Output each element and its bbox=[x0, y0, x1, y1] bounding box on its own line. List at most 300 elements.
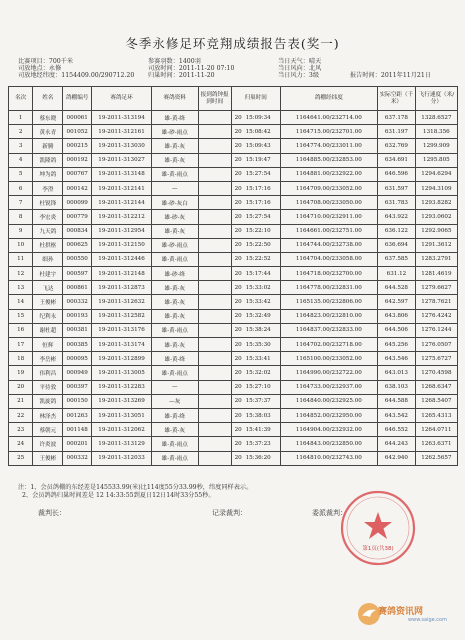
table-cell: 643.806 bbox=[378, 309, 416, 323]
table-cell: 9 bbox=[9, 224, 33, 238]
table-cell: 蔡东晓 bbox=[33, 111, 63, 125]
table-row bbox=[9, 210, 458, 224]
results-table bbox=[8, 86, 458, 466]
table-cell: 23 bbox=[9, 423, 33, 437]
table-cell: 15:27:54 bbox=[245, 167, 280, 181]
meta-weather: 当日天气：晴天 bbox=[278, 58, 322, 65]
table-cell: 2 bbox=[9, 125, 33, 139]
table-cell bbox=[198, 380, 231, 394]
table-cell: 杜建宇 bbox=[33, 267, 63, 281]
table-cell: 20 bbox=[231, 295, 244, 309]
seal-star-icon bbox=[364, 512, 392, 539]
table-cell: 20 bbox=[231, 125, 244, 139]
results-body bbox=[9, 111, 458, 466]
table-cell: 细孙 bbox=[33, 252, 63, 266]
table-cell: 林泽杰 bbox=[33, 408, 63, 422]
table-cell: 雄-砂-绛 bbox=[151, 267, 198, 281]
table-cell: 000099 bbox=[63, 196, 92, 210]
table-cell: 000192 bbox=[63, 153, 92, 167]
table-cell: 3 bbox=[9, 139, 33, 153]
table-cell: 王俊彬 bbox=[33, 295, 63, 309]
table-cell: 1268.6347 bbox=[415, 380, 457, 394]
table-cell: 643.546 bbox=[378, 352, 416, 366]
table-cell: 19-2011-312899 bbox=[92, 352, 152, 366]
table-cell: 1164904.00/232932.00 bbox=[280, 423, 378, 437]
table-cell: 10 bbox=[9, 238, 33, 252]
table-cell: 1164641.00/232714.00 bbox=[280, 111, 378, 125]
column-header: 鸽棚经纬度 bbox=[280, 87, 378, 111]
table-cell: 20 bbox=[231, 437, 244, 451]
table-cell: 19-2011-313005 bbox=[92, 366, 152, 380]
table-cell bbox=[198, 252, 231, 266]
table-cell bbox=[198, 210, 231, 224]
table-cell: 1262.5657 bbox=[415, 451, 457, 465]
table-row bbox=[9, 309, 458, 323]
table-cell bbox=[198, 352, 231, 366]
table-cell: 1276.1244 bbox=[415, 323, 457, 337]
table-cell: 000150 bbox=[63, 394, 92, 408]
table-cell: 000834 bbox=[63, 224, 92, 238]
table-cell: 19-2011-312632 bbox=[92, 295, 152, 309]
watermark-main-text: 赛鸽资讯网 bbox=[377, 607, 423, 617]
table-cell: 1165135.00/232806.00 bbox=[280, 295, 378, 309]
table-cell: 1318.356 bbox=[415, 125, 457, 139]
column-header: 报到鸽钟报到时间 bbox=[198, 87, 231, 111]
table-cell: 19-2011-312283 bbox=[92, 380, 152, 394]
table-row bbox=[9, 196, 458, 210]
column-header: 飞行速度（米/分） bbox=[415, 87, 457, 111]
table-cell: 1164661.00/232751.00 bbox=[280, 224, 378, 238]
table-cell: 1268.5407 bbox=[415, 394, 457, 408]
table-cell bbox=[198, 281, 231, 295]
table-cell: 1164715.00/232701.00 bbox=[280, 125, 378, 139]
table-cell: 19-2011-312033 bbox=[92, 451, 152, 465]
table-cell: 1291.3612 bbox=[415, 238, 457, 252]
table-cell: 000142 bbox=[63, 181, 92, 195]
table-cell: 644.528 bbox=[378, 281, 416, 295]
column-header: 赛鸽足环 bbox=[92, 87, 152, 111]
table-cell bbox=[198, 196, 231, 210]
table-cell: 15:27:54 bbox=[245, 210, 280, 224]
table-cell: 637.178 bbox=[378, 111, 416, 125]
table-cell: 19-2011-312161 bbox=[92, 125, 152, 139]
table-cell: 1328.6527 bbox=[415, 111, 457, 125]
table-cell: 000550 bbox=[63, 252, 92, 266]
recorder-label: 记录裁判： bbox=[212, 509, 247, 517]
table-cell: 15:36:20 bbox=[245, 451, 280, 465]
table-cell: 19-2011-313194 bbox=[92, 111, 152, 125]
table-cell: 李宏炎 bbox=[33, 210, 63, 224]
note-line-2: 2、会员鸽鸽归巢时间差是 12 14:33:55到夏日12日14时33分55秒。 bbox=[22, 492, 215, 499]
table-cell: 1299.909 bbox=[415, 139, 457, 153]
table-cell: 雄-黄-灰 bbox=[151, 281, 198, 295]
table-cell: 雄-砂-雨点 bbox=[151, 238, 198, 252]
table-row bbox=[9, 153, 458, 167]
table-cell: 1 bbox=[9, 111, 33, 125]
meta-wind-dir: 当日风向：北风 bbox=[278, 65, 322, 72]
table-cell: 15:09:34 bbox=[245, 111, 280, 125]
table-row bbox=[9, 295, 458, 309]
table-cell: 15:37:37 bbox=[245, 394, 280, 408]
table-cell: 雄-黄-雨点 bbox=[151, 323, 198, 337]
table-cell bbox=[198, 111, 231, 125]
note-line-1: 注：1、会员鸽棚的东经差是145533.99(米)比114度55分33.99秒，纬度同样表示。 bbox=[18, 484, 253, 491]
table-cell: 20 bbox=[231, 281, 244, 295]
referee-label: 裁判长： bbox=[38, 509, 66, 517]
table-cell: 19-2011-313174 bbox=[92, 338, 152, 352]
table-cell: 646.552 bbox=[378, 423, 416, 437]
table-cell: 11 bbox=[9, 252, 33, 266]
table-cell: 19-2011-312141 bbox=[92, 181, 152, 195]
table-cell: 雄-砂-灰 bbox=[151, 210, 198, 224]
table-cell: 5 bbox=[9, 167, 33, 181]
table-cell: 飞达 bbox=[33, 281, 63, 295]
table-cell bbox=[198, 437, 231, 451]
table-cell: — bbox=[151, 181, 198, 195]
table-cell: 1283.2791 bbox=[415, 252, 457, 266]
table-cell: 雄-黄-雨点 bbox=[151, 437, 198, 451]
table-cell: 凯隆鸽 bbox=[33, 153, 63, 167]
table-cell: 643.542 bbox=[378, 408, 416, 422]
table-cell bbox=[198, 139, 231, 153]
table-cell: 王俊彬 bbox=[33, 451, 63, 465]
table-cell: 1164990.00/232722.00 bbox=[280, 366, 378, 380]
table-cell: 1165100.00/233052.00 bbox=[280, 352, 378, 366]
table-cell: 001148 bbox=[63, 423, 92, 437]
table-cell: 636.122 bbox=[378, 224, 416, 238]
table-cell: 雄-砂-雨点 bbox=[151, 125, 198, 139]
table-cell: 1281.4619 bbox=[415, 267, 457, 281]
table-cell: 15:17:44 bbox=[245, 267, 280, 281]
table-cell: 000597 bbox=[63, 267, 92, 281]
table-cell: 1164810.00/232743.00 bbox=[280, 451, 378, 465]
table-cell: 1164709.00/233052.00 bbox=[280, 181, 378, 195]
table-cell: 000193 bbox=[63, 309, 92, 323]
table-cell: 雄-黄-灰 bbox=[151, 139, 198, 153]
table-cell: 000861 bbox=[63, 281, 92, 295]
table-cell: 伟利昌 bbox=[33, 366, 63, 380]
table-cell: 15:09:43 bbox=[245, 139, 280, 153]
meta-return-time: 归巢时间：2011-11-20 bbox=[148, 72, 215, 79]
table-cell: 蔡朝元 bbox=[33, 423, 63, 437]
table-cell bbox=[198, 323, 231, 337]
table-row bbox=[9, 338, 458, 352]
table-cell: 1270.4598 bbox=[415, 366, 457, 380]
table-cell: 1295.805 bbox=[415, 153, 457, 167]
table-cell: 凯旋鸽 bbox=[33, 394, 63, 408]
table-cell: 7 bbox=[9, 196, 33, 210]
table-cell: 20 bbox=[231, 352, 244, 366]
table-cell: 638.103 bbox=[378, 380, 416, 394]
table-cell: 20 bbox=[231, 323, 244, 337]
table-cell bbox=[198, 408, 231, 422]
table-cell: 15:33:41 bbox=[245, 352, 280, 366]
table-cell: 000385 bbox=[63, 338, 92, 352]
table-cell: 000215 bbox=[63, 139, 92, 153]
table-cell bbox=[198, 423, 231, 437]
table-cell: 1294.6294 bbox=[415, 167, 457, 181]
table-cell bbox=[198, 153, 231, 167]
meta-release-time: 司放时间：2011-11-20 07:10 bbox=[148, 65, 235, 72]
table-cell: 19-2011-312212 bbox=[92, 210, 152, 224]
table-cell: 19-2011-312148 bbox=[92, 267, 152, 281]
table-cell: 15 bbox=[9, 309, 33, 323]
table-cell bbox=[198, 238, 231, 252]
table-row bbox=[9, 267, 458, 281]
table-cell: 643.922 bbox=[378, 210, 416, 224]
table-cell: 1164702.00/232718.00 bbox=[280, 338, 378, 352]
table-cell: 雄-黄-灰 bbox=[151, 295, 198, 309]
table-cell: 1279.6627 bbox=[415, 281, 457, 295]
table-cell: 20 bbox=[231, 366, 244, 380]
table-cell: 15:22:10 bbox=[245, 224, 280, 238]
table-cell: 000201 bbox=[63, 437, 92, 451]
table-cell: 20 bbox=[231, 394, 244, 408]
table-cell: 644.506 bbox=[378, 323, 416, 337]
table-cell: 20 bbox=[231, 309, 244, 323]
table-cell: 新腾 bbox=[33, 139, 63, 153]
table-cell: 1164708.00/233050.00 bbox=[280, 196, 378, 210]
table-cell: 20 bbox=[231, 423, 244, 437]
table-cell: 19-2011-313027 bbox=[92, 153, 152, 167]
table-cell: 雄-黄-灰 bbox=[151, 153, 198, 167]
table-cell: 20 bbox=[231, 267, 244, 281]
column-header: 归巢时间 bbox=[231, 87, 280, 111]
site-watermark bbox=[357, 602, 451, 628]
table-cell: 15:33:02 bbox=[245, 281, 280, 295]
table-row bbox=[9, 111, 458, 125]
table-cell: 24 bbox=[9, 437, 33, 451]
table-cell: 1164744.00/232738.00 bbox=[280, 238, 378, 252]
table-cell: 1292.9065 bbox=[415, 224, 457, 238]
table-cell: 631.12 bbox=[378, 267, 416, 281]
table-cell bbox=[198, 125, 231, 139]
table-row bbox=[9, 125, 458, 139]
table-cell: 20 bbox=[231, 224, 244, 238]
table-cell: 1164823.00/232810.00 bbox=[280, 309, 378, 323]
table-cell: 恒辉 bbox=[33, 338, 63, 352]
table-cell: 15:32:49 bbox=[245, 309, 280, 323]
column-header: 实际空距（千米） bbox=[378, 87, 416, 111]
table-cell: 坤为鸽 bbox=[33, 167, 63, 181]
table-cell: 杜拱枢 bbox=[33, 238, 63, 252]
table-cell: 20 bbox=[231, 210, 244, 224]
table-cell: 645.256 bbox=[378, 338, 416, 352]
table-cell: 16 bbox=[9, 323, 33, 337]
table-cell: 雄-黄-雨点 bbox=[151, 451, 198, 465]
table-row bbox=[9, 352, 458, 366]
table-cell: 19-2011-313269 bbox=[92, 394, 152, 408]
table-cell: 19-2011-313176 bbox=[92, 323, 152, 337]
report-title: 冬季永修足环竞翔成绩报告表(奖一) bbox=[125, 36, 340, 51]
table-cell bbox=[198, 267, 231, 281]
table-row bbox=[9, 380, 458, 394]
table-cell: 1294.3109 bbox=[415, 181, 457, 195]
table-cell: 20 bbox=[231, 252, 244, 266]
table-cell: — bbox=[151, 380, 198, 394]
table-cell: 雄-黄-绛 bbox=[151, 111, 198, 125]
table-cell: 14 bbox=[9, 295, 33, 309]
table-cell: 1164840.00/232925.00 bbox=[280, 394, 378, 408]
table-row bbox=[9, 408, 458, 422]
table-cell: 杜锐锋 bbox=[33, 196, 63, 210]
table-cell: 642.597 bbox=[378, 295, 416, 309]
watermark-url: www.saige.com bbox=[408, 617, 447, 623]
table-cell: 1164778.00/232831.00 bbox=[280, 281, 378, 295]
table-cell: 15:22:50 bbox=[245, 238, 280, 252]
table-row bbox=[9, 394, 458, 408]
table-cell: 纪利永 bbox=[33, 309, 63, 323]
table-cell: 雄-黄-灰 bbox=[151, 338, 198, 352]
table-row bbox=[9, 238, 458, 252]
table-cell: 642.940 bbox=[378, 451, 416, 465]
table-cell: 20 bbox=[231, 196, 244, 210]
meta-wind-force: 当日风力：3级 bbox=[278, 72, 320, 79]
table-cell: 雄-黄-灰 bbox=[151, 224, 198, 238]
table-row bbox=[9, 366, 458, 380]
table-cell: 1164837.00/232833.00 bbox=[280, 323, 378, 337]
table-cell: 17 bbox=[9, 338, 33, 352]
table-cell: 19-2011-312954 bbox=[92, 224, 152, 238]
table-cell: 15:17:16 bbox=[245, 181, 280, 195]
table-cell: 20 bbox=[231, 238, 244, 252]
table-cell bbox=[198, 451, 231, 465]
table-cell: 637.585 bbox=[378, 252, 416, 266]
table-cell: 李岳彬 bbox=[33, 352, 63, 366]
table-cell bbox=[198, 338, 231, 352]
table-cell: 1276.0507 bbox=[415, 338, 457, 352]
table-cell: 15:38:24 bbox=[245, 323, 280, 337]
table-cell: 1164843.00/232850.00 bbox=[280, 437, 378, 451]
column-header: 赛鸽资料 bbox=[151, 87, 198, 111]
table-cell: 643.013 bbox=[378, 366, 416, 380]
table-cell: 636.694 bbox=[378, 238, 416, 252]
table-cell: 20 bbox=[231, 153, 244, 167]
table-cell: 631.783 bbox=[378, 196, 416, 210]
table-cell: 雄-黄-雨点 bbox=[151, 167, 198, 181]
table-cell: 001263 bbox=[63, 408, 92, 422]
table-cell: 19-2011-313030 bbox=[92, 139, 152, 153]
table-cell: 1164885.00/232853.00 bbox=[280, 153, 378, 167]
table-row bbox=[9, 167, 458, 181]
table-cell: 4 bbox=[9, 153, 33, 167]
table-cell: 000095 bbox=[63, 352, 92, 366]
table-row bbox=[9, 437, 458, 451]
table-cell: 15:35:30 bbox=[245, 338, 280, 352]
table-cell: 18 bbox=[9, 352, 33, 366]
table-cell: 6 bbox=[9, 181, 33, 195]
column-header: 名次 bbox=[9, 87, 33, 111]
table-cell: 15:33:42 bbox=[245, 295, 280, 309]
table-cell: 雄-黄-雨点 bbox=[151, 252, 198, 266]
table-cell: 000061 bbox=[63, 111, 92, 125]
table-cell: 20 bbox=[231, 338, 244, 352]
table-cell: 000625 bbox=[63, 238, 92, 252]
table-row bbox=[9, 323, 458, 337]
table-cell: 1278.7621 bbox=[415, 295, 457, 309]
table-cell: 001052 bbox=[63, 125, 92, 139]
seal-page-label: 第1页(共38) bbox=[362, 546, 394, 552]
table-cell: 19-2011-312873 bbox=[92, 281, 152, 295]
table-cell: 1293.0602 bbox=[415, 210, 457, 224]
table-cell: 1263.6371 bbox=[415, 437, 457, 451]
table-cell: 谢杜超 bbox=[33, 323, 63, 337]
table-cell: 1264.0711 bbox=[415, 423, 457, 437]
table-cell bbox=[198, 309, 231, 323]
table-cell: 1276.4242 bbox=[415, 309, 457, 323]
table-cell: 九天鸽 bbox=[33, 224, 63, 238]
table-cell: 20 bbox=[231, 451, 244, 465]
table-cell: 15:19:47 bbox=[245, 153, 280, 167]
table-cell: 雄-黄-绛 bbox=[151, 408, 198, 422]
table-cell: 黄永青 bbox=[33, 125, 63, 139]
table-cell: 644.243 bbox=[378, 437, 416, 451]
table-row bbox=[9, 139, 458, 153]
table-cell: 15:38:03 bbox=[245, 408, 280, 422]
table-cell: 644.588 bbox=[378, 394, 416, 408]
meta-venue: 司放地点：永修 bbox=[18, 65, 62, 72]
table-cell: 1164704.00/233058.00 bbox=[280, 252, 378, 266]
table-cell: 雄-黄-灰 bbox=[151, 423, 198, 437]
column-header: 鸽棚编号 bbox=[63, 87, 92, 111]
table-cell: 19-2011-312446 bbox=[92, 252, 152, 266]
table-cell: 631.597 bbox=[378, 181, 416, 195]
table-row bbox=[9, 423, 458, 437]
meta-coords: 司放地经纬度：1154409.00/290712.20 bbox=[18, 72, 135, 79]
table-cell: 19-2011-312150 bbox=[92, 238, 152, 252]
table-cell: 000332 bbox=[63, 295, 92, 309]
table-cell: 19-2011-313051 bbox=[92, 408, 152, 422]
committee-label: 委派裁判： bbox=[312, 509, 347, 517]
table-cell: 22 bbox=[9, 408, 33, 422]
table-cell: 25 bbox=[9, 451, 33, 465]
meta-race-item: 比赛项目：700千米 bbox=[18, 58, 74, 65]
table-cell: 1293.8282 bbox=[415, 196, 457, 210]
table-cell: 15:08:42 bbox=[245, 125, 280, 139]
table-row bbox=[9, 224, 458, 238]
table-cell: 634.691 bbox=[378, 153, 416, 167]
table-cell: 000381 bbox=[63, 323, 92, 337]
table-cell: 20 bbox=[231, 139, 244, 153]
table-row bbox=[9, 451, 458, 465]
table-cell: 631.197 bbox=[378, 125, 416, 139]
table-cell: 1275.6727 bbox=[415, 352, 457, 366]
table-cell: 雄-砂-灰白 bbox=[151, 196, 198, 210]
table-cell: 15:32:02 bbox=[245, 366, 280, 380]
table-cell: 632.769 bbox=[378, 139, 416, 153]
table-cell: 1164710.00/232911.00 bbox=[280, 210, 378, 224]
table-cell: 雄-黄-雨点 bbox=[151, 366, 198, 380]
table-cell: 1265.4313 bbox=[415, 408, 457, 422]
table-cell: 1164852.00/232950.00 bbox=[280, 408, 378, 422]
table-cell: 000949 bbox=[63, 366, 92, 380]
table-cell: 15:37:23 bbox=[245, 437, 280, 451]
table-cell: 15:41:39 bbox=[245, 423, 280, 437]
table-cell: 20 bbox=[231, 408, 244, 422]
table-cell: 12 bbox=[9, 267, 33, 281]
table-cell bbox=[198, 394, 231, 408]
table-cell bbox=[198, 181, 231, 195]
table-cell bbox=[198, 167, 231, 181]
table-cell: 19-2011-312582 bbox=[92, 309, 152, 323]
table-cell bbox=[198, 295, 231, 309]
table-row bbox=[9, 252, 458, 266]
table-cell: 许炎波 bbox=[33, 437, 63, 451]
table-cell: 8 bbox=[9, 210, 33, 224]
table-header-row bbox=[9, 87, 458, 111]
table-cell: 000397 bbox=[63, 380, 92, 394]
table-cell: 1164733.00/232937.00 bbox=[280, 380, 378, 394]
